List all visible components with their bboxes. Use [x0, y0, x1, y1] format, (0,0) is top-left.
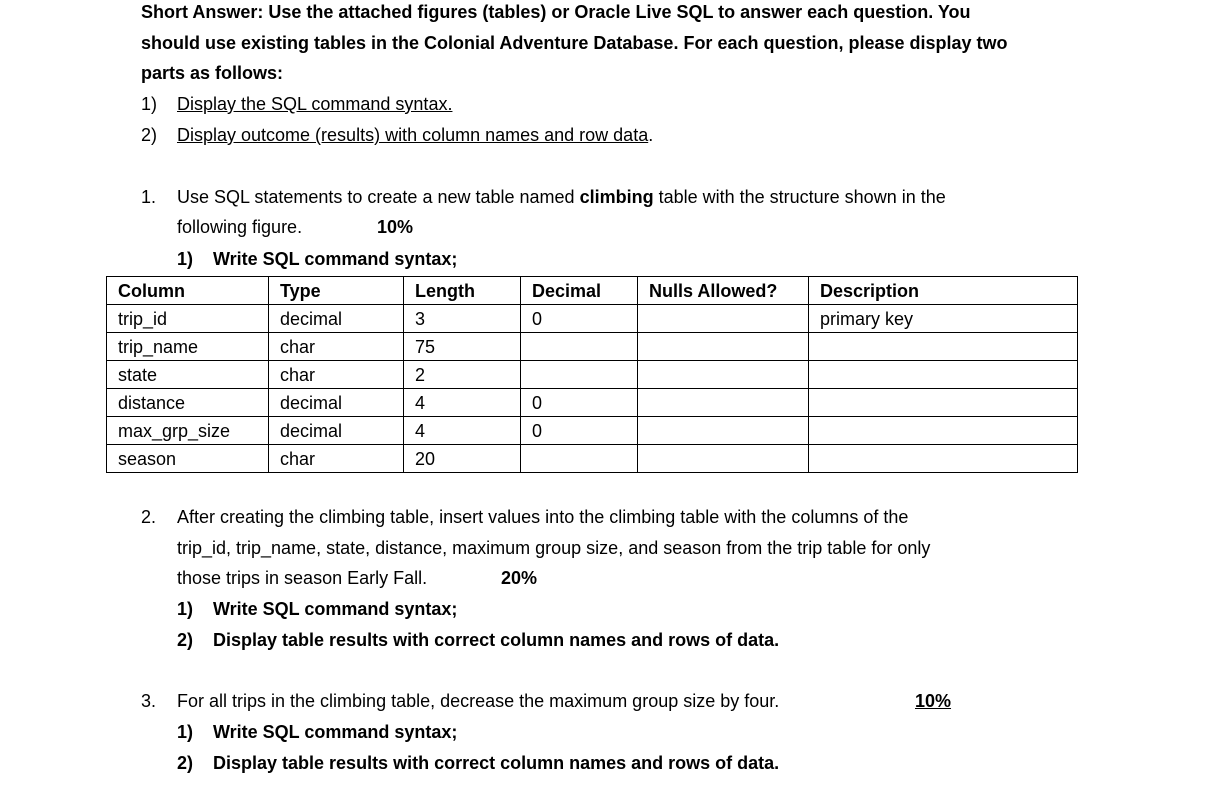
- intro-item-2-period: .: [648, 125, 654, 145]
- table-cell: [638, 361, 809, 389]
- intro-item-1-text: Display the SQL command syntax.: [177, 94, 453, 114]
- header-type: Type: [269, 277, 404, 305]
- q2-weight: 20%: [501, 568, 538, 588]
- table-cell: distance: [107, 389, 269, 417]
- table-cell: 75: [404, 333, 521, 361]
- q1-weight: 10%: [377, 217, 414, 237]
- table-cell: [638, 333, 809, 361]
- table-cell: [809, 445, 1078, 473]
- table-cell: 4: [404, 417, 521, 445]
- q2-line-3: those trips in season Early Fall.: [177, 568, 428, 588]
- table-cell: 2: [404, 361, 521, 389]
- q3-sub-2-number: 2): [177, 753, 194, 773]
- table-cell: decimal: [269, 305, 404, 333]
- q3-number: 3.: [141, 691, 157, 711]
- table-cell: decimal: [269, 417, 404, 445]
- table-cell: char: [269, 361, 404, 389]
- intro-item-2-text: Display outcome (results) with column names and row data: [177, 125, 649, 145]
- climbing-structure-table: [106, 276, 1078, 473]
- intro-item-2: [141, 124, 654, 146]
- q2-number: 2.: [141, 507, 157, 527]
- table-cell: trip_id: [107, 305, 269, 333]
- table-cell: 0: [521, 417, 638, 445]
- table-cell: [638, 417, 809, 445]
- q3-line-1: For all trips in the climbing table, decrease the maximum group size by four.: [177, 691, 780, 711]
- table-cell: 0: [521, 389, 638, 417]
- intro-line-3: parts as follows:: [141, 63, 284, 83]
- table-cell: [638, 445, 809, 473]
- table-cell: trip_name: [107, 333, 269, 361]
- table-cell: [638, 389, 809, 417]
- q1-sub-1-number: 1): [177, 249, 194, 269]
- q1-table-name: climbing: [579, 187, 654, 207]
- table-cell: [521, 333, 638, 361]
- table-cell: 20: [404, 445, 521, 473]
- header-description: Description: [809, 277, 1078, 305]
- table-cell: [809, 417, 1078, 445]
- table-cell: [809, 389, 1078, 417]
- table-header-row: [107, 277, 1078, 305]
- table-row: [107, 305, 1078, 333]
- intro-item-2-number: 2): [141, 125, 158, 145]
- header-nulls-allowed: Nulls Allowed?: [638, 277, 809, 305]
- table-cell: primary key: [809, 305, 1078, 333]
- q1-line-1: Use SQL statements to create a new table named climbing table with the structure shown in the: [177, 187, 946, 207]
- table-row: [107, 361, 1078, 389]
- q3-weight: 10%: [915, 691, 952, 711]
- q2-line-1: After creating the climbing table, insert values into the climbing table with the columns of the: [177, 507, 909, 527]
- q3-sub-1-number: 1): [177, 722, 194, 742]
- q2-line-2: trip_id, trip_name, state, distance, maximum group size, and season from the trip table for only: [177, 538, 931, 558]
- intro-item-1-number: 1): [141, 94, 158, 114]
- intro-line-2: should use existing tables in the Colonial Adventure Database. For each question, please display two: [141, 33, 1008, 53]
- table-row: [107, 417, 1078, 445]
- q1-sub-1-text: Write SQL command syntax;: [213, 249, 458, 269]
- header-decimal: Decimal: [521, 277, 638, 305]
- table-cell: 0: [521, 305, 638, 333]
- table-cell: 4: [404, 389, 521, 417]
- table-cell: season: [107, 445, 269, 473]
- table-cell: state: [107, 361, 269, 389]
- header-length: Length: [404, 277, 521, 305]
- table-cell: [521, 445, 638, 473]
- q1-line-2: following figure.: [177, 217, 303, 237]
- q1-number: 1.: [141, 187, 157, 207]
- table-cell: [638, 305, 809, 333]
- table-row: [107, 389, 1078, 417]
- q2-sub-2-number: 2): [177, 630, 194, 650]
- header-column: Column: [107, 277, 269, 305]
- table-cell: char: [269, 445, 404, 473]
- table-cell: char: [269, 333, 404, 361]
- q2-sub-1-text: Write SQL command syntax;: [213, 599, 458, 619]
- table-cell: 3: [404, 305, 521, 333]
- table-cell: decimal: [269, 389, 404, 417]
- table-cell: [809, 333, 1078, 361]
- table-row: [107, 333, 1078, 361]
- table-cell: [521, 361, 638, 389]
- q2-sub-1-number: 1): [177, 599, 194, 619]
- table-cell: [809, 361, 1078, 389]
- table-cell: max_grp_size: [107, 417, 269, 445]
- table-row: [107, 445, 1078, 473]
- q3-sub-1-text: Write SQL command syntax;: [213, 722, 458, 742]
- intro-line-1: Short Answer: Use the attached figures (tables) or Oracle Live SQL to answer each question. You: [141, 2, 971, 22]
- intro-item-1: [141, 93, 453, 115]
- q3-sub-2-text: Display table results with correct column names and rows of data.: [213, 753, 780, 773]
- q2-sub-2-text: Display table results with correct column names and rows of data.: [213, 630, 780, 650]
